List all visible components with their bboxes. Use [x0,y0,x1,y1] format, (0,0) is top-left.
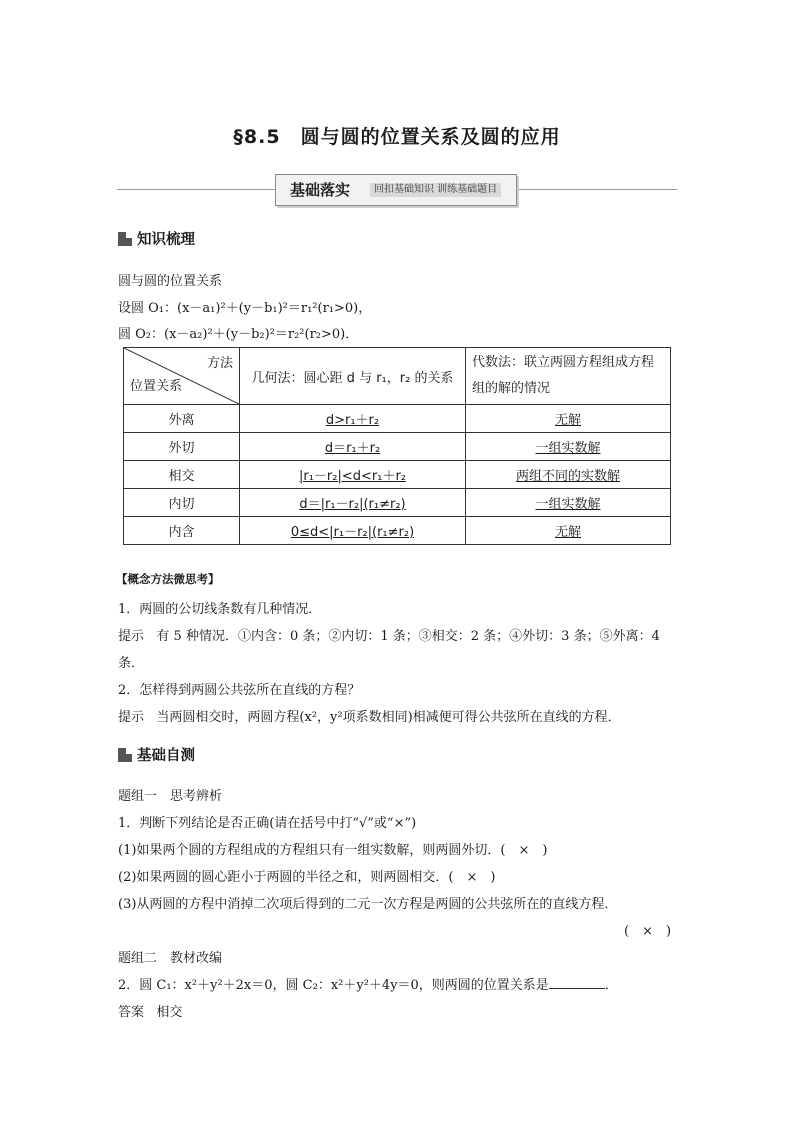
section-banner [275,174,517,206]
table-row [124,517,671,545]
cell-alg: 无解 [466,405,671,433]
section-square-icon [118,232,132,246]
cell-alg: 一组实数解 [466,433,671,461]
think-answer-1: 提示 有 5 种情况．①内含：0 条；②内切：1 条；③相交：2 条；④外切：3 条；⑤外离：4 [118,629,660,644]
cell-geo: d＝r₁＋r₂ [240,433,466,461]
think-heading: 【概念方法微思考】 [116,572,220,586]
cell-geo: d＝|r₁－r₂|(r₁≠r₂) [240,489,466,517]
corner-method-label: 方法 [206,356,233,371]
cell-relation: 外离 [124,405,240,433]
cell-relation: 内切 [124,489,240,517]
cell-geo: |r₁－r₂|<d<r₁＋r₂ [240,461,466,489]
table-row [124,405,671,433]
answer-line: 答案 相交 [118,1005,183,1020]
think-question-1: 1．两圆的公切线条数有几种情况． [118,602,322,617]
cell-relation: 外切 [124,433,240,461]
cell-geo: 0≤d<|r₁－r₂|(r₁≠r₂) [240,517,466,545]
cell-geo: d>r₁＋r₂ [240,405,466,433]
statement-1: (1)如果两个圆的方程组成的方程组只有一组实数解，则两圆外切．( × ) [118,843,548,858]
banner-line-left [117,189,275,190]
header-algebraic: 代数法：联立两圆方程组成方程 组的解的情况 [466,348,671,405]
statement-3-mark: ( × ) [624,924,672,939]
banner-line-right [517,189,677,190]
position-relation-table [123,347,671,545]
think-answer-2: 提示 当两圆相交时，两圆方程(x²，y²项系数相同)相减便可得公共弦所在直线的方程． [118,710,621,725]
header-geometric: 几何法：圆心距 d 与 r₁，r₂ 的关系 [240,348,466,405]
section-heading-knowledge: 知识梳理 [118,228,195,249]
group-1-title: 题组一 思考辨析 [118,789,223,804]
table-row [124,433,671,461]
cell-alg: 无解 [466,517,671,545]
selftest-question-1: 1．判断下列结论是否正确(请在括号中打“√”或“×”) [118,816,417,831]
topic-line: 圆与圆的位置关系 [118,274,223,289]
cell-relation: 相交 [124,461,240,489]
answer-blank [549,976,605,989]
statement-2: (2)如果两圆的圆心距小于两圆的半径之和，则两圆相交．( × ) [118,870,496,885]
selftest-question-2: 2．圆 C₁：x²＋y²＋2x＝0，圆 C₂：x²＋y²＋4y＝0，则两圆的位置关系是 ． [118,978,618,993]
cell-alg: 一组实数解 [466,489,671,517]
page-title: §8.5 圆与圆的位置关系及圆的应用 [233,126,561,148]
think-answer-1-cont: 条． [118,656,145,671]
circle1-equation: 设圆 O₁：(x－a₁)²＋(y－b₁)²＝r₁²(r₁>0)， [118,301,372,316]
circle2-equation: 圆 O₂：(x－a₂)²＋(y－b₂)²＝r₂²(r₂>0)． [118,327,359,342]
cell-alg: 两组不同的实数解 [466,461,671,489]
think-question-2: 2．怎样得到两圆公共弦所在直线的方程？ [118,683,361,698]
cell-relation: 内含 [124,517,240,545]
section-square-icon [118,748,132,762]
table-corner-cell [124,348,240,405]
table-row [124,489,671,517]
statement-3: (3)从两圆的方程中消掉二次项后得到的二元一次方程是两圆的公共弦所在的直线方程． [118,897,618,912]
corner-relation-label: 位置关系 [130,379,183,394]
group-2-title: 题组二 教材改编 [118,951,223,966]
banner-sub: 回扣基础知识 训练基础题目 [370,183,501,197]
banner-main: 基础落实 [289,181,350,199]
section-heading-selftest: 基础自测 [118,744,195,765]
table-row [124,461,671,489]
